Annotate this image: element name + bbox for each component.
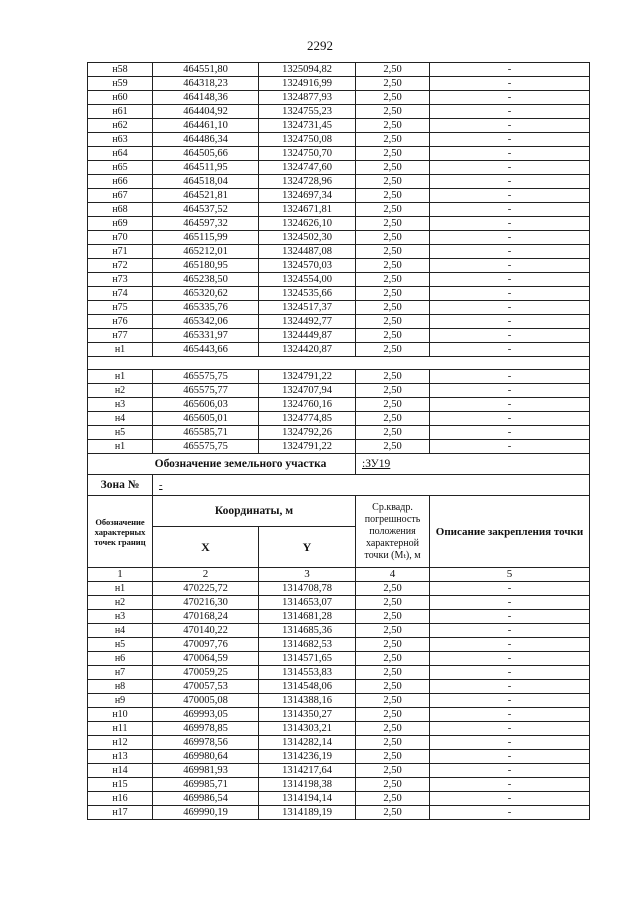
table-row [88, 610, 590, 624]
table-row [88, 329, 590, 343]
accuracy-cell: 2,50 [356, 764, 430, 778]
zone-value: - [153, 475, 590, 496]
point-id-cell: н6 [88, 652, 153, 666]
point-id-cell: н3 [88, 398, 153, 412]
accuracy-cell: 2,50 [356, 792, 430, 806]
description-cell: - [430, 708, 590, 722]
x-coordinate-cell: 464461,10 [153, 119, 259, 133]
point-id-cell: н4 [88, 624, 153, 638]
y-coordinate-cell: 1324554,00 [259, 273, 356, 287]
table-row [88, 792, 590, 806]
table-row [88, 722, 590, 736]
x-coordinate-cell: 464551,80 [153, 63, 259, 77]
table-row [88, 77, 590, 91]
y-coordinate-cell: 1314282,14 [259, 736, 356, 750]
accuracy-cell: 2,50 [356, 426, 430, 440]
point-id-cell: н62 [88, 119, 153, 133]
table-row [88, 666, 590, 680]
page-number: 2292 [307, 38, 333, 53]
table-row [88, 105, 590, 119]
accuracy-cell: 2,50 [356, 273, 430, 287]
y-coordinate-cell: 1314681,28 [259, 610, 356, 624]
y-coordinate-cell: 1314236,19 [259, 750, 356, 764]
description-cell: - [430, 175, 590, 189]
x-coordinate-cell: 469981,93 [153, 764, 259, 778]
x-coordinate-cell: 470168,24 [153, 610, 259, 624]
description-cell: - [430, 638, 590, 652]
table-row [88, 231, 590, 245]
x-coordinate-cell: 469980,64 [153, 750, 259, 764]
description-cell: - [430, 119, 590, 133]
y-coordinate-cell: 1324492,77 [259, 315, 356, 329]
table-row [88, 384, 590, 398]
description-cell: - [430, 77, 590, 91]
x-coordinate-cell: 470225,72 [153, 582, 259, 596]
y-coordinate-cell: 1324535,66 [259, 287, 356, 301]
accuracy-cell: 2,50 [356, 694, 430, 708]
description-cell: - [430, 315, 590, 329]
accuracy-cell: 2,50 [356, 105, 430, 119]
description-cell: - [430, 245, 590, 259]
accuracy-cell: 2,50 [356, 384, 430, 398]
table-row [88, 764, 590, 778]
y-coordinate-cell: 1324517,37 [259, 301, 356, 315]
point-id-cell: н72 [88, 259, 153, 273]
x-coordinate-cell: 464486,34 [153, 133, 259, 147]
description-cell: - [430, 161, 590, 175]
y-coordinate-cell: 1324791,22 [259, 370, 356, 384]
point-id-cell: н74 [88, 287, 153, 301]
point-id-cell: н1 [88, 343, 153, 357]
accuracy-cell: 2,50 [356, 147, 430, 161]
accuracy-cell: 2,50 [356, 259, 430, 273]
accuracy-cell: 2,50 [356, 440, 430, 454]
parcel-value: :ЗУ19 [356, 454, 590, 475]
point-id-cell: н77 [88, 329, 153, 343]
table-row [88, 736, 590, 750]
description-cell: - [430, 596, 590, 610]
x-coordinate-cell: 464511,95 [153, 161, 259, 175]
table-row [88, 596, 590, 610]
y-coordinate-cell: 1324487,08 [259, 245, 356, 259]
y-coordinate-cell: 1324877,93 [259, 91, 356, 105]
table-row [88, 778, 590, 792]
accuracy-cell: 2,50 [356, 582, 430, 596]
y-coordinate-cell: 1314708,78 [259, 582, 356, 596]
x-coordinate-cell: 464148,36 [153, 91, 259, 105]
point-id-cell: н65 [88, 161, 153, 175]
table-row [88, 708, 590, 722]
accuracy-cell: 2,50 [356, 203, 430, 217]
y-coordinate-cell: 1325094,82 [259, 63, 356, 77]
x-coordinate-cell: 469978,85 [153, 722, 259, 736]
accuracy-cell: 2,50 [356, 750, 430, 764]
point-id-cell: н68 [88, 203, 153, 217]
x-coordinate-cell: 470059,25 [153, 666, 259, 680]
y-coordinate-cell: 1324502,30 [259, 231, 356, 245]
parcel-label: Обозначение земельного участка [88, 454, 356, 475]
point-id-cell: н66 [88, 175, 153, 189]
table-row [88, 652, 590, 666]
description-cell: - [430, 217, 590, 231]
y-coordinate-cell: 1324791,22 [259, 440, 356, 454]
x-coordinate-cell: 464518,04 [153, 175, 259, 189]
y-coordinate-cell: 1324697,34 [259, 189, 356, 203]
accuracy-cell: 2,50 [356, 596, 430, 610]
accuracy-cell: 2,50 [356, 666, 430, 680]
parcel-row [88, 454, 590, 475]
description-cell: - [430, 287, 590, 301]
y-coordinate-cell: 1314571,65 [259, 652, 356, 666]
x-coordinate-cell: 465238,50 [153, 273, 259, 287]
table-row [88, 119, 590, 133]
description-cell: - [430, 133, 590, 147]
accuracy-cell: 2,50 [356, 245, 430, 259]
point-id-cell: н11 [88, 722, 153, 736]
header-coords-label: Координаты, м [153, 496, 356, 527]
point-id-cell: н8 [88, 680, 153, 694]
x-coordinate-cell: 465575,75 [153, 370, 259, 384]
accuracy-cell: 2,50 [356, 189, 430, 203]
x-coordinate-cell: 465331,97 [153, 329, 259, 343]
table-row [88, 245, 590, 259]
column-number: 1 [88, 568, 153, 582]
spacer-row [88, 357, 590, 370]
point-id-cell: н16 [88, 792, 153, 806]
description-cell: - [430, 426, 590, 440]
table-row [88, 412, 590, 426]
header-row-1 [88, 496, 590, 527]
point-id-cell: н60 [88, 91, 153, 105]
description-cell: - [430, 736, 590, 750]
x-coordinate-cell: 465585,71 [153, 426, 259, 440]
x-coordinate-cell: 464404,92 [153, 105, 259, 119]
y-coordinate-cell: 1324750,70 [259, 147, 356, 161]
column-number: 3 [259, 568, 356, 582]
column-number: 2 [153, 568, 259, 582]
description-cell: - [430, 398, 590, 412]
description-cell: - [430, 440, 590, 454]
point-id-cell: н73 [88, 273, 153, 287]
points-group-c [88, 582, 590, 820]
description-cell: - [430, 582, 590, 596]
y-coordinate-cell: 1314682,53 [259, 638, 356, 652]
description-cell: - [430, 189, 590, 203]
accuracy-cell: 2,50 [356, 315, 430, 329]
table-row [88, 582, 590, 596]
description-cell: - [430, 384, 590, 398]
point-id-cell: н59 [88, 77, 153, 91]
points-group-b [88, 370, 590, 454]
x-coordinate-cell: 470005,08 [153, 694, 259, 708]
description-cell: - [430, 610, 590, 624]
table-row [88, 343, 590, 357]
x-coordinate-cell: 469985,71 [153, 778, 259, 792]
y-coordinate-cell: 1314685,36 [259, 624, 356, 638]
y-coordinate-cell: 1324755,23 [259, 105, 356, 119]
description-cell: - [430, 792, 590, 806]
description-cell: - [430, 91, 590, 105]
description-cell: - [430, 778, 590, 792]
table-row [88, 440, 590, 454]
point-id-cell: н64 [88, 147, 153, 161]
x-coordinate-cell: 465342,06 [153, 315, 259, 329]
point-id-cell: н15 [88, 778, 153, 792]
points-group-a [88, 63, 590, 357]
x-coordinate-cell: 465606,03 [153, 398, 259, 412]
table-row [88, 315, 590, 329]
header-description-label: Описание закрепления точки [430, 496, 590, 568]
point-id-cell: н17 [88, 806, 153, 820]
table-row [88, 426, 590, 440]
accuracy-cell: 2,50 [356, 370, 430, 384]
y-coordinate-cell: 1314553,83 [259, 666, 356, 680]
point-id-cell: н1 [88, 582, 153, 596]
table-row [88, 259, 590, 273]
header-x-label: X [153, 527, 259, 568]
x-coordinate-cell: 464597,32 [153, 217, 259, 231]
x-coordinate-cell: 469986,54 [153, 792, 259, 806]
y-coordinate-cell: 1324747,60 [259, 161, 356, 175]
y-coordinate-cell: 1314217,64 [259, 764, 356, 778]
x-coordinate-cell: 469990,19 [153, 806, 259, 820]
table-row [88, 806, 590, 820]
accuracy-cell: 2,50 [356, 638, 430, 652]
y-coordinate-cell: 1324792,26 [259, 426, 356, 440]
zone-row [88, 475, 590, 496]
x-coordinate-cell: 465335,76 [153, 301, 259, 315]
x-coordinate-cell: 465115,99 [153, 231, 259, 245]
point-id-cell: н9 [88, 694, 153, 708]
description-cell: - [430, 343, 590, 357]
description-cell: - [430, 666, 590, 680]
x-coordinate-cell: 465212,01 [153, 245, 259, 259]
description-cell: - [430, 63, 590, 77]
description-cell: - [430, 652, 590, 666]
point-id-cell: н5 [88, 638, 153, 652]
x-coordinate-cell: 464521,81 [153, 189, 259, 203]
accuracy-cell: 2,50 [356, 652, 430, 666]
accuracy-cell: 2,50 [356, 680, 430, 694]
description-cell: - [430, 273, 590, 287]
y-coordinate-cell: 1314388,16 [259, 694, 356, 708]
table-row [88, 147, 590, 161]
x-coordinate-cell: 469978,56 [153, 736, 259, 750]
table-row [88, 217, 590, 231]
y-coordinate-cell: 1324707,94 [259, 384, 356, 398]
point-id-cell: н1 [88, 370, 153, 384]
y-coordinate-cell: 1324760,16 [259, 398, 356, 412]
accuracy-cell: 2,50 [356, 175, 430, 189]
y-coordinate-cell: 1324916,99 [259, 77, 356, 91]
column-number-row [88, 568, 590, 582]
description-cell: - [430, 301, 590, 315]
point-id-cell: н12 [88, 736, 153, 750]
table-row [88, 301, 590, 315]
y-coordinate-cell: 1324750,08 [259, 133, 356, 147]
point-id-cell: н69 [88, 217, 153, 231]
table-row [88, 638, 590, 652]
point-id-cell: н76 [88, 315, 153, 329]
header-accuracy-label: Ср.квадр. погрешность положения характерной точки (Mₜ), м [356, 496, 430, 568]
table-row [88, 273, 590, 287]
table-row [88, 750, 590, 764]
description-cell: - [430, 147, 590, 161]
accuracy-cell: 2,50 [356, 77, 430, 91]
x-coordinate-cell: 464318,23 [153, 77, 259, 91]
accuracy-cell: 2,50 [356, 63, 430, 77]
description-cell: - [430, 105, 590, 119]
y-coordinate-cell: 1324774,85 [259, 412, 356, 426]
accuracy-cell: 2,50 [356, 231, 430, 245]
y-coordinate-cell: 1314303,21 [259, 722, 356, 736]
coordinates-table [87, 62, 590, 820]
zone-label: Зона № [88, 475, 153, 496]
point-id-cell: н5 [88, 426, 153, 440]
table-row [88, 287, 590, 301]
accuracy-cell: 2,50 [356, 736, 430, 750]
y-coordinate-cell: 1314350,27 [259, 708, 356, 722]
x-coordinate-cell: 470140,22 [153, 624, 259, 638]
x-coordinate-cell: 470064,59 [153, 652, 259, 666]
description-cell: - [430, 680, 590, 694]
x-coordinate-cell: 470216,30 [153, 596, 259, 610]
point-id-cell: н13 [88, 750, 153, 764]
y-coordinate-cell: 1324420,87 [259, 343, 356, 357]
x-coordinate-cell: 469993,05 [153, 708, 259, 722]
table-row [88, 133, 590, 147]
accuracy-cell: 2,50 [356, 412, 430, 426]
y-coordinate-cell: 1324449,87 [259, 329, 356, 343]
point-id-cell: н61 [88, 105, 153, 119]
point-id-cell: н75 [88, 301, 153, 315]
accuracy-cell: 2,50 [356, 161, 430, 175]
table-row [88, 175, 590, 189]
accuracy-cell: 2,50 [356, 91, 430, 105]
y-coordinate-cell: 1314189,19 [259, 806, 356, 820]
description-cell: - [430, 231, 590, 245]
point-id-cell: н2 [88, 384, 153, 398]
point-id-cell: н3 [88, 610, 153, 624]
y-coordinate-cell: 1324728,96 [259, 175, 356, 189]
description-cell: - [430, 370, 590, 384]
accuracy-cell: 2,50 [356, 329, 430, 343]
point-id-cell: н1 [88, 440, 153, 454]
header-point-label: Обозначение характерных точек границ [88, 496, 153, 568]
description-cell: - [430, 806, 590, 820]
table-row [88, 624, 590, 638]
description-cell: - [430, 764, 590, 778]
accuracy-cell: 2,50 [356, 806, 430, 820]
table-row [88, 680, 590, 694]
header-y-label: Y [259, 527, 356, 568]
table-row [88, 370, 590, 384]
description-cell: - [430, 694, 590, 708]
point-id-cell: н4 [88, 412, 153, 426]
point-id-cell: н63 [88, 133, 153, 147]
column-number: 4 [356, 568, 430, 582]
accuracy-cell: 2,50 [356, 119, 430, 133]
point-id-cell: н10 [88, 708, 153, 722]
table-row [88, 694, 590, 708]
description-cell: - [430, 412, 590, 426]
table-row [88, 91, 590, 105]
table-row [88, 189, 590, 203]
accuracy-cell: 2,50 [356, 624, 430, 638]
x-coordinate-cell: 465443,66 [153, 343, 259, 357]
column-number: 5 [430, 568, 590, 582]
accuracy-cell: 2,50 [356, 287, 430, 301]
accuracy-cell: 2,50 [356, 708, 430, 722]
description-cell: - [430, 722, 590, 736]
x-coordinate-cell: 465575,77 [153, 384, 259, 398]
accuracy-cell: 2,50 [356, 610, 430, 624]
x-coordinate-cell: 465320,62 [153, 287, 259, 301]
accuracy-cell: 2,50 [356, 722, 430, 736]
point-id-cell: н7 [88, 666, 153, 680]
y-coordinate-cell: 1324626,10 [259, 217, 356, 231]
y-coordinate-cell: 1314198,38 [259, 778, 356, 792]
x-coordinate-cell: 465180,95 [153, 259, 259, 273]
accuracy-cell: 2,50 [356, 217, 430, 231]
point-id-cell: н58 [88, 63, 153, 77]
point-id-cell: н67 [88, 189, 153, 203]
point-id-cell: н70 [88, 231, 153, 245]
table-row [88, 398, 590, 412]
y-coordinate-cell: 1324731,45 [259, 119, 356, 133]
accuracy-cell: 2,50 [356, 133, 430, 147]
accuracy-cell: 2,50 [356, 301, 430, 315]
x-coordinate-cell: 470057,53 [153, 680, 259, 694]
table-row [88, 63, 590, 77]
accuracy-cell: 2,50 [356, 398, 430, 412]
point-id-cell: н71 [88, 245, 153, 259]
description-cell: - [430, 750, 590, 764]
accuracy-cell: 2,50 [356, 343, 430, 357]
description-cell: - [430, 624, 590, 638]
table-row [88, 203, 590, 217]
table-row [88, 161, 590, 175]
y-coordinate-cell: 1324671,81 [259, 203, 356, 217]
y-coordinate-cell: 1314194,14 [259, 792, 356, 806]
description-cell: - [430, 259, 590, 273]
description-cell: - [430, 329, 590, 343]
y-coordinate-cell: 1314548,06 [259, 680, 356, 694]
description-cell: - [430, 203, 590, 217]
x-coordinate-cell: 465605,01 [153, 412, 259, 426]
y-coordinate-cell: 1314653,07 [259, 596, 356, 610]
point-id-cell: н2 [88, 596, 153, 610]
y-coordinate-cell: 1324570,03 [259, 259, 356, 273]
x-coordinate-cell: 464537,52 [153, 203, 259, 217]
accuracy-cell: 2,50 [356, 778, 430, 792]
x-coordinate-cell: 464505,66 [153, 147, 259, 161]
point-id-cell: н14 [88, 764, 153, 778]
x-coordinate-cell: 465575,75 [153, 440, 259, 454]
x-coordinate-cell: 470097,76 [153, 638, 259, 652]
